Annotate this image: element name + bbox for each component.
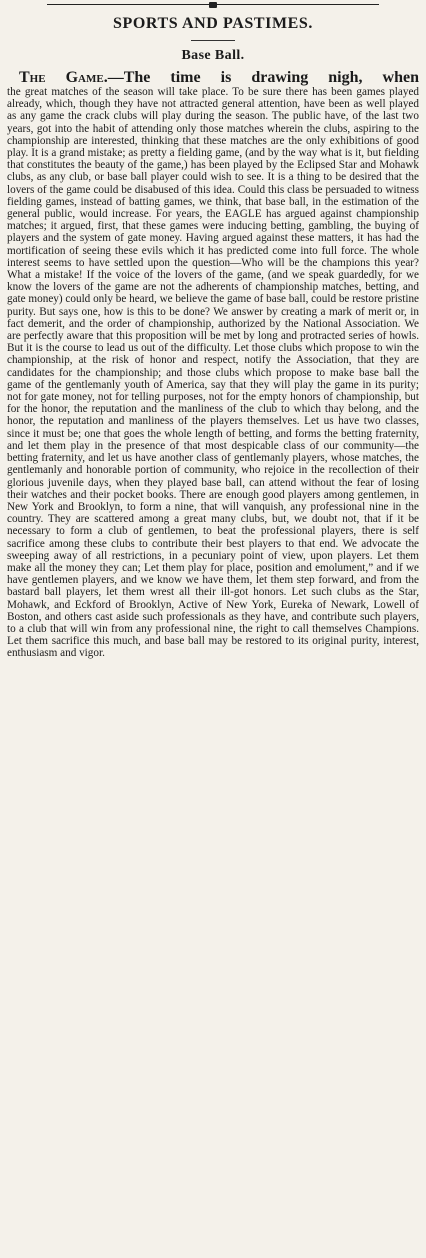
- section-title: SPORTS AND PASTIMES.: [112, 15, 314, 32]
- article-subtitle: Base Ball.: [181, 48, 245, 63]
- article-lead-line: [7, 69, 419, 86]
- article-paragraph: the great matches of the season will take place. To be sure there has been games played already, which, though they have not attracted general attention, have been as well played as any game the crack clubs will play during the season. The public have, of the last two years, got into the habit of attending only those matches wherein the clubs, aspiring to the championship are interested, thinking that these matches are the only exhibitions of good play. It is a grand mistake; as pretty a fielding game, (and by the way what is it, but fielding that constitutes the beauty of the game,) has been played by the Eclipsed Star and Mohawk clubs, as any club, or base ball player could wish to see. It is a thing to be desired that the lovers of the game could be disabused of this idea. Could this class be persuaded to witness fielding games, instead of batting games, we think, that base ball, in the estimation of the general public, would increase. For years, the EAGLE has argued against championship matches; it argued, first, that these games were inducing betting, gambling, the buying of players and the system of gate money. Having argued against these matters, it has had the mortification of seeing these evils which it has predicted come into full force. The whole interest seems to have settled upon the question—Who will be the champions this year? What a mistake! If the voice of the lovers of the game, (and we speak guardedly, for we know the lovers of the game are not the adherents of championship matches, betting, and gate money) could only be heard, we believe the game of base ball, could be restore pristine purity. But says one, how is this to be done? We answer by creating a mark of merit or, in fact demerit, and the order of championship, authorized by the National Association. We are perfectly aware that this proposition will be met by long and protracted series of howls. But it is the course to lead us out of the difficulty. Let those clubs which propose to win the championship, at the risk of honor and respect, notify the Association, that they are candidates for the championship; and those clubs which propose to make base ball the game of the gentlemanly youth of America, say that they will play the game in its purity; not for gate money, not for telling purposes, not for the empty honors of championship, but for the honor, the reputation and the manliness of the club to which thay belong, and the honor, the reputation and manliness of the players themselves. Let us have two classes, since it must be; one that goes the whole length of betting, and forms the betting fraternity, and let them play in the presence of that most despicable class of our community—the betting fraternity, and let us have another class of gentlemanly players, whose matches, the gentlemanly and honorable portion of community, who rejoice in the recollection of their glorious juvenile days, when they played base ball, can attend without the fear of losing their watches and their pocket books. There are enough good players among gentlemen, in New York and Brooklyn, to form a nine, that will vanquish, any professional nine in the country. They are scattered among a great many clubs, but, we doubt not, that if it be necessary to form a club of gentlemen, to beat the professional players, there is self sacrifice among these clubs to contribute their best players to that end. We advocate the sweeping away of all restrictions, in a pecuniary point of view, upon players. Let them make all the money they can; Let them play for place, position and emolument,” and if we have gentlemen players, and we know we have them, let them step forward, and from the bastard ball players, let them wrest all their ill-got honors. Let such clubs as the Star, Mohawk, and Eckford of Brooklyn, Active of New York, Eureka of Newark, Lowell of Boston, and others cast aside such professionals as they have, and contribute such players, to a club that will win from any professional nine, the right to call themselves Champions. Let them sacrifice this much, and base ball may be restored to its original purity, interest, enthusiasm and vigor.: [7, 86, 419, 660]
- top-rule-ornament: [209, 2, 217, 8]
- section-divider: [191, 40, 235, 41]
- article-lead-text: —The time is drawing nigh, when: [107, 69, 419, 86]
- article-body: [7, 69, 419, 660]
- top-ornament-rule: [7, 2, 419, 8]
- article-lead-label: The Game.: [19, 69, 108, 86]
